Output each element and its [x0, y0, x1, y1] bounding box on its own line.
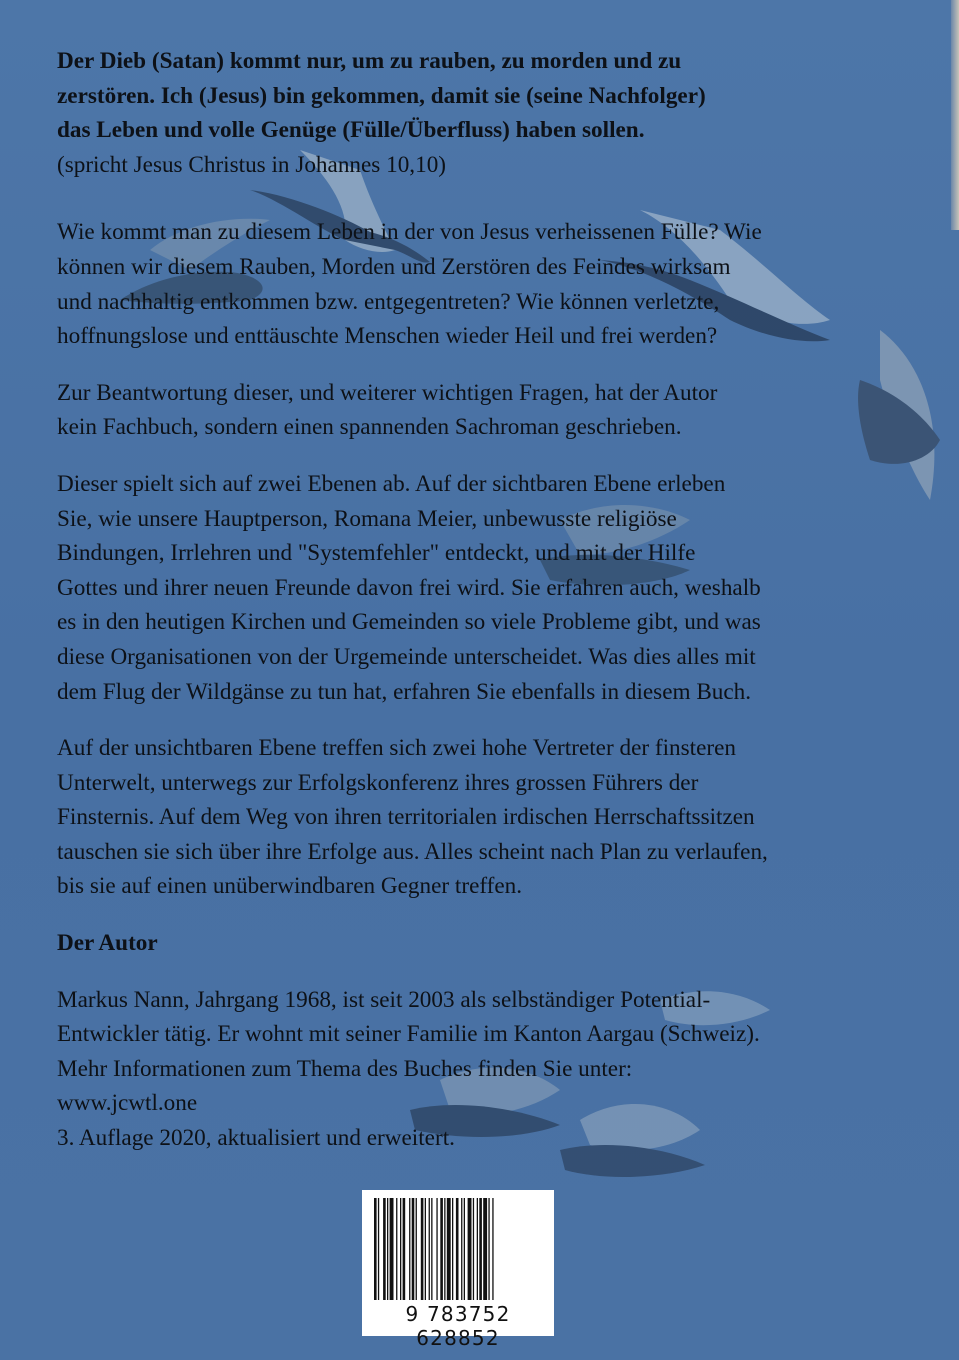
barcode-bar — [387, 1198, 388, 1300]
barcode-bar — [473, 1198, 474, 1300]
back-cover-text — [57, 44, 917, 1156]
barcode-bar — [425, 1198, 426, 1300]
paragraph-answer: Zur Beantwortung dieser, und weiterer wichtigen Fragen, hat der Autor kein Fachbuch, sondern einen spannenden Sachroman geschrieben. — [57, 379, 718, 441]
barcode-bar — [468, 1198, 472, 1300]
barcode-bar — [390, 1198, 394, 1300]
barcode-bars — [370, 1198, 546, 1300]
paragraph-invisible-level: Auf der unsichtbaren Ebene treffen sich zwei hohe Vertreter der finsteren Unterwelt, unterwegs zur Erfolgskonferenz ihres grossen Führers der Finsternis. Auf dem Weg von ihren territorialen irdischen Herrschaftssitzen tauschen sie sich über ihre Erfolge aus. Alles scheint nach Plan zu verlaufen, bis sie auf einen unüberwindbaren Gegner treffen. — [57, 735, 768, 900]
barcode-bar — [492, 1198, 493, 1300]
isbn-barcode — [362, 1190, 554, 1350]
paragraph-intro: Wie kommt man zu diesem Leben in der von Jesus verheissenen Fülle? Wie können wir diesem Rauben, Morden und Zerstören des Feindes wirksam und nachhaltig entkommen bzw. entgegentreten? Wie können verletzte, hoffnungslose und enttäuschte Menschen wieder Heil und frei werden? — [57, 219, 762, 350]
barcode-bar — [412, 1198, 415, 1300]
barcode-bar — [374, 1198, 377, 1300]
barcode-bar — [464, 1198, 465, 1300]
page-edge-image — [951, 0, 959, 230]
barcode-bar — [396, 1198, 397, 1300]
barcode-bar — [477, 1198, 478, 1300]
website-link[interactable]: www.jcwtl.one — [57, 1090, 198, 1117]
barcode-bar — [444, 1198, 445, 1300]
barcode-bar — [436, 1198, 437, 1300]
barcode-bar — [400, 1198, 401, 1300]
barcode-bar — [383, 1198, 386, 1300]
barcode-bar — [431, 1198, 432, 1300]
quote-source: (spricht Jesus Christus in Johannes 10,10) — [57, 151, 447, 178]
barcode-bar — [440, 1198, 443, 1300]
barcode-bar — [429, 1198, 430, 1300]
author-heading: Der Autor — [57, 930, 158, 957]
barcode-bar — [409, 1198, 410, 1300]
barcode-bar — [403, 1198, 406, 1300]
barcode-bar — [416, 1198, 417, 1300]
barcode-bar — [452, 1198, 453, 1300]
paragraph-visible-level: Dieser spielt sich auf zwei Ebenen ab. Auf der sichtbaren Ebene erleben Sie, wie unsere Hauptperson, Romana Meier, unbewusste religiöse Bindungen, Irrlehren und "Systemfehler" entdeckt, und mit der Hilfe Gottes und ihrer neuen Freunde davon frei wird. Sie erfahren auch, weshalb es in den heutigen Kirchen und Gemeinden so viele Probleme gibt, und was diese Organisationen von der Urgemeinde unterscheidet. Was dies alles mit dem Flug der Wildgänse zu tun hat, erfahren Sie ebenfalls in diesem Buch. — [57, 470, 761, 705]
barcode-bar — [483, 1198, 487, 1300]
barcode-bar — [488, 1198, 489, 1300]
barcode-bar — [378, 1198, 379, 1300]
barcode-bar — [461, 1198, 462, 1300]
barcode-bar — [479, 1198, 482, 1300]
barcode-bar — [421, 1198, 424, 1300]
barcode-bar — [447, 1198, 451, 1300]
isbn-number: 9 783752 628852 — [405, 1302, 511, 1350]
author-bio: Markus Nann, Jahrgang 1968, ist seit 2003 als selbständiger Potential- Entwickler tätig. Er wohnt mit seiner Familie im Kanton Aargau (Schweiz). Mehr Informationen zum Thema des Buches finden Sie unter: www.jcwtl.one 3. Auflage 2020, aktualisiert und erweitert. — [57, 986, 760, 1152]
bible-quote: Der Dieb (Satan) kommt nur, um zu rauben, zu morden und zu zerstören. Ich (Jesus) bin gekommen, damit sie (seine Nachfolger) das Leben und volle Genüge (Fülle/Überfluss) haben sollen. — [57, 48, 706, 144]
barcode-bar — [456, 1198, 459, 1300]
